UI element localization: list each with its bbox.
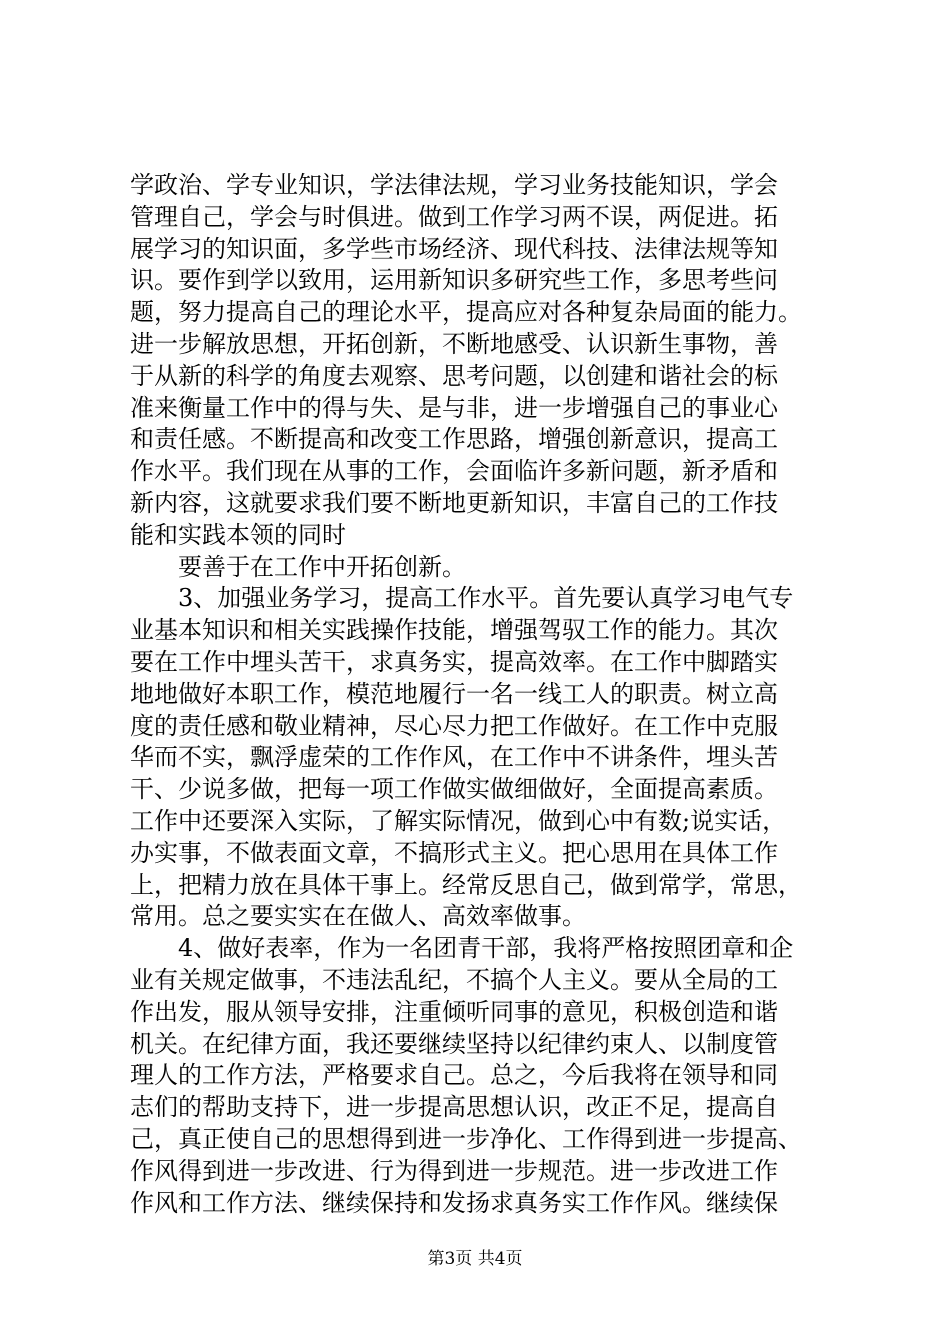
text-line: 地地做好本职工作，模范地履行一名一线工人的职责。树立高 (130, 679, 778, 708)
text-line: 于从新的科学的角度去观察、思考问题，以创建和谐社会的标 (130, 361, 778, 390)
text-line: 管理自己，学会与时俱进。做到工作学习两不误，两促进。拓 (130, 202, 778, 231)
text-line: 展学习的知识面，多学些市场经济、现代科技、法律法规等知 (130, 234, 778, 263)
text-line: 要在工作中埋头苦干，求真务实，提高效率。在工作中脚踏实 (130, 647, 778, 676)
text-line: 常用。总之要实实在在做人、高效率做事。 (130, 902, 586, 931)
text-line: 业基本知识和相关实践操作技能，增强驾驭工作的能力。其次 (130, 616, 778, 645)
text-line: 志们的帮助支持下，进一步提高思想认识，改正不足，提高自 (130, 1093, 778, 1122)
text-line: 机关。在纪律方面，我还要继续坚持以纪律约束人、以制度管 (130, 1029, 778, 1058)
text-line: 和责任感。不断提高和改变工作思路，增强创新意识，提高工 (130, 425, 778, 454)
text-line: 业有关规定做事，不违法乱纪，不搞个人主义。要从全局的工 (130, 965, 778, 994)
text-line: 作水平。我们现在从事的工作，会面临许多新问题，新矛盾和 (130, 457, 778, 486)
text-line: 作风和工作方法、继续保持和发扬求真务实工作作风。继续保 (130, 1188, 778, 1217)
text-line: 题，努力提高自己的理论水平，提高应对各种复杂局面的能力。 (130, 298, 802, 327)
text-line: 识。要作到学以致用，运用新知识多研究些工作，多思考些问 (130, 266, 778, 295)
text-line: 干、少说多做，把每一项工作做实做细做好，全面提高素质。 (130, 775, 778, 804)
page-footer (0, 1244, 950, 1269)
text-line: 工作中还要深入实际，了解实际情况，做到心中有数;说实话， (130, 806, 787, 835)
text-line: 己，真正使自己的思想得到进一步净化、工作得到进一步提高、 (130, 1124, 802, 1153)
page-number-label: 第3页 共4页 (427, 1249, 523, 1269)
text-line: 度的责任感和敬业精神，尽心尽力把工作做好。在工作中克服 (130, 711, 778, 740)
text-line: 新内容，这就要求我们要不断地更新知识，丰富自己的工作技 (130, 488, 778, 517)
document-body (130, 170, 850, 1219)
text-line: 办实事，不做表面文章，不搞形式主义。把心思用在具体工作 (130, 838, 778, 867)
text-line: 能和实践本领的同时 (130, 520, 346, 549)
text-line: 要善于在工作中开拓创新。 (178, 552, 466, 581)
text-line: 作出发，服从领导安排，注重倾听同事的意见，积极创造和谐 (130, 997, 778, 1026)
text-line: 华而不实，飘浮虚荣的工作作风，在工作中不讲条件，埋头苦 (130, 743, 778, 772)
text-line: 4、做好表率，作为一名团青干部，我将严格按照团章和企 (178, 934, 794, 963)
text-line: 上，把精力放在具体干事上。经常反思自己，做到常学，常思， (130, 870, 802, 899)
text-line: 学政治、学专业知识，学法律法规，学习业务技能知识，学会 (130, 171, 778, 199)
text-line: 理人的工作方法，严格要求自己。总之，今后我将在领导和同 (130, 1061, 778, 1090)
text-line: 准来衡量工作中的得与失、是与非，进一步增强自己的事业心 (130, 393, 778, 422)
text-line: 作风得到进一步改进、行为得到进一步规范。进一步改进工作 (130, 1156, 778, 1185)
text-line: 3、加强业务学习，提高工作水平。首先要认真学习电气专 (178, 584, 794, 613)
text-line: 进一步解放思想，开拓创新，不断地感受、认识新生事物，善 (130, 329, 778, 358)
